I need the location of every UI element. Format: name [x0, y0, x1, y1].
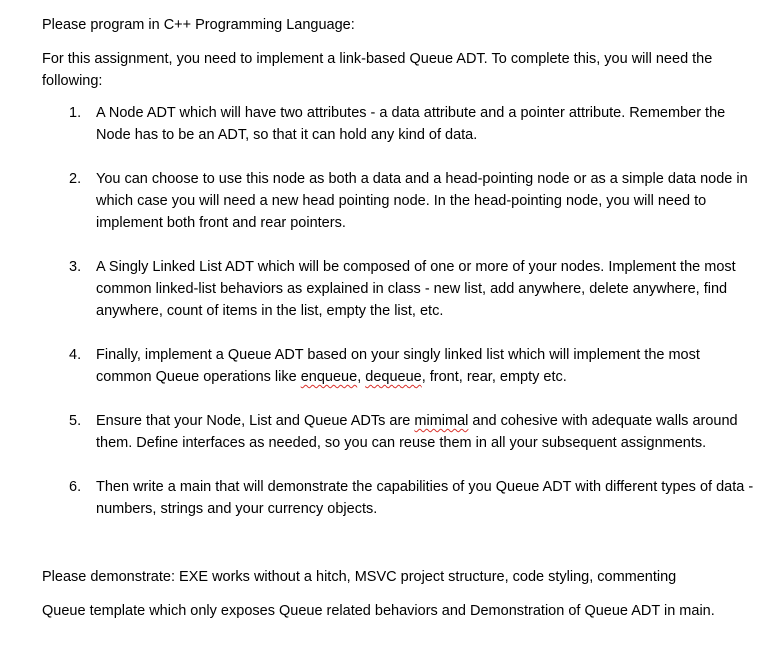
list-item-text-start: Finally, implement a Queue ADT based on your singly linked list which will implement the most common Queue operations like — [96, 347, 700, 385]
list-item-number: 3. — [69, 259, 82, 275]
list-item — [42, 256, 754, 322]
list-item-text: A Singly Linked List ADT which will be composed of one or more of your nodes. Implement the most common linked-list behaviors as explained in class - new list, add anywhere, delete anywhere, find anywhere, count of items in the list, empty the list, etc. — [96, 259, 736, 319]
list-item — [42, 102, 754, 146]
misspelled-word-enqueue[interactable]: enqueue — [300, 369, 358, 385]
intro-paragraph: For this assignment, you need to implement a link-based Queue ADT. To complete this, you will need the following: — [42, 51, 713, 89]
list-item-text-end: , front, rear, empty etc. — [421, 369, 567, 385]
document-heading: Please program in C++ Programming Language: — [42, 17, 355, 33]
list-item-text-end: and cohesive with adequate walls around them. Define interfaces as needed, so you can reuse them in all your subsequent assignments. — [96, 413, 738, 451]
list-item-text-start: Ensure that your Node, List and Queue ADTs are — [96, 413, 415, 429]
list-item-number: 2. — [69, 171, 82, 187]
list-item-separator: , — [357, 369, 366, 385]
document-body — [42, 14, 754, 622]
list-item-number: 1. — [69, 105, 82, 121]
misspelled-word-mimimal[interactable]: mimimal — [414, 413, 469, 429]
list-item-number: 6. — [69, 479, 82, 495]
list-item-number: 5. — [69, 413, 82, 429]
requirements-list — [42, 102, 754, 520]
list-item-text: A Node ADT which will have two attributes - a data attribute and a pointer attribute. Remember the Node has to be an ADT, so that it can hold any kind of data. — [96, 105, 726, 143]
list-item — [42, 344, 754, 388]
list-item-number: 4. — [69, 347, 82, 363]
list-item-text: Then write a main that will demonstrate the capabilities of you Queue ADT with different types of data - numbers, strings and your currency objects. — [96, 479, 754, 517]
list-item — [42, 168, 754, 234]
list-item — [42, 476, 754, 520]
template-requirements: Queue template which only exposes Queue related behaviors and Demonstration of Queue ADT in main. — [42, 603, 715, 619]
list-item — [42, 410, 754, 454]
list-item-text: You can choose to use this node as both a data and a head-pointing node or as a simple data node in which case you will need a new head pointing node. In the head-pointing node, you will need to implement both front and rear pointers. — [96, 171, 748, 231]
misspelled-word-dequeue[interactable]: dequeue — [365, 369, 422, 385]
demonstration-requirements: Please demonstrate: EXE works without a hitch, MSVC project structure, code styling, commenting — [42, 569, 677, 585]
